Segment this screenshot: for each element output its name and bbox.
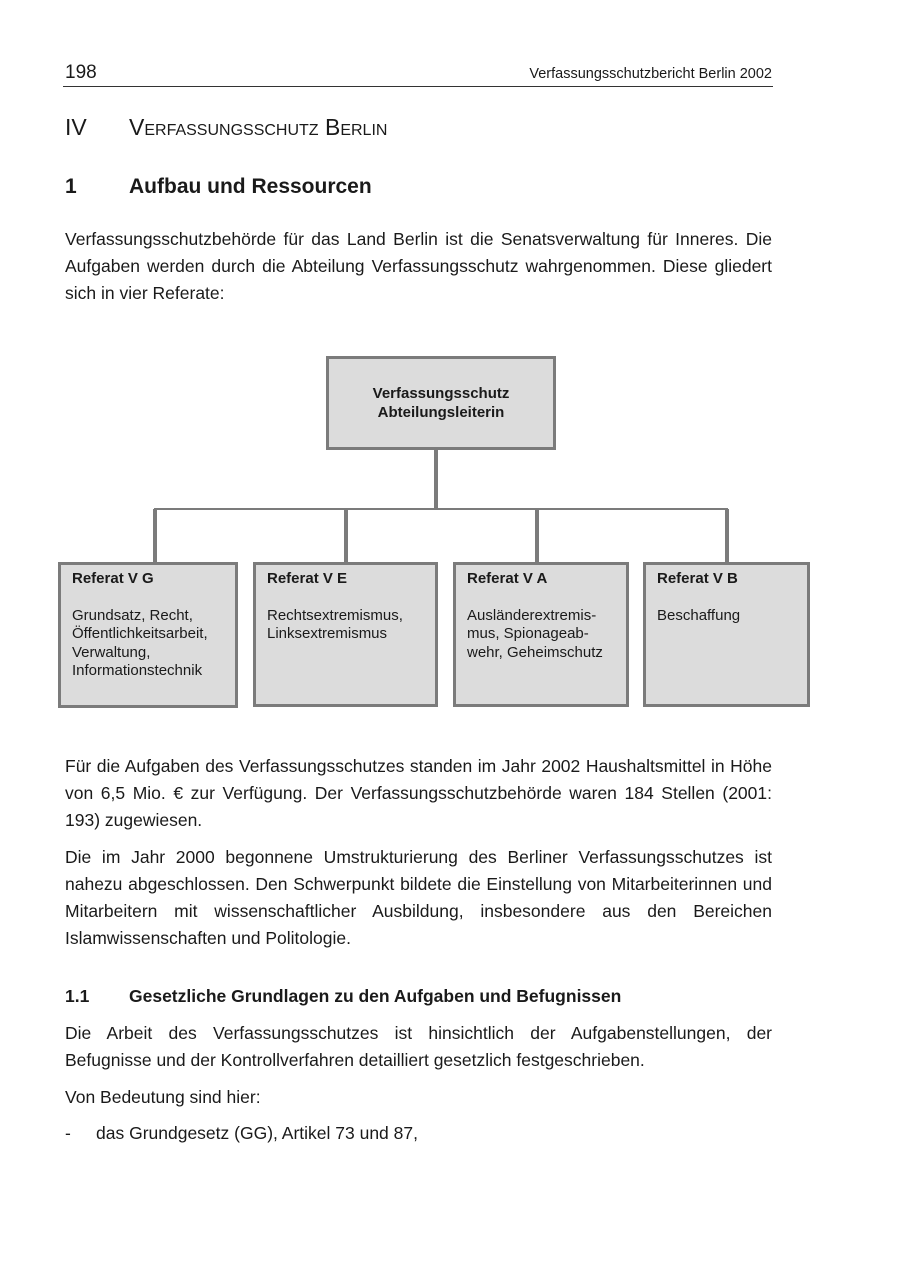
intro-paragraph: Verfassungsschutzbehörde für das Land Berlin ist die Senatsverwaltung für Inneres. Die Aufgaben werden durch die Abteilung Verfassungsschutz wahrgenommen. Diese gliedert sich in vier Referate: xyxy=(65,229,772,303)
header-divider xyxy=(63,86,773,87)
subsection-title: Gesetzliche Grundlagen zu den Aufgaben und Befugnissen xyxy=(129,986,622,1006)
list-item: das Grundgesetz (GG), Artikel 73 und 87, xyxy=(96,1123,418,1143)
chapter-number: IV xyxy=(65,114,87,140)
referat-description: Rechtsextremismus, Linksextremismus xyxy=(267,606,403,642)
org-box-referat-va xyxy=(453,562,629,707)
restructuring-paragraph: Die im Jahr 2000 begonnene Umstrukturierung des Berliner Verfassungsschutzes ist nahezu abgeschlossen. Den Schwerpunkt bildete die Einstellung von Mitarbeiterinnen und Mitarbeitern mit wissenschaftlicher Ausbildung, insbesondere aus den Bereichen Islamwissenschaften und Politologie. xyxy=(65,847,772,948)
org-connector-ve xyxy=(344,509,348,563)
referat-title: Referat V E xyxy=(267,570,348,587)
org-box-head xyxy=(326,356,556,450)
org-box-referat-vg xyxy=(58,562,238,708)
chapter-heading xyxy=(65,114,387,141)
org-connector-vb xyxy=(725,509,729,563)
list-marker: - xyxy=(65,1123,71,1143)
referat-title: Referat V B xyxy=(657,570,738,587)
referat-description: Grundsatz, Recht, Öffentlichkeitsarbeit, Verwaltung, Informationstechnik xyxy=(72,606,208,679)
org-box-referat-ve xyxy=(253,562,438,707)
org-box-referat-vb xyxy=(643,562,810,707)
referat-description: Beschaffung xyxy=(657,606,741,624)
section-number: 1 xyxy=(65,175,77,198)
org-connector-va xyxy=(535,509,539,563)
subsection-number: 1.1 xyxy=(65,986,90,1006)
budget-paragraph: Für die Aufgaben des Verfassungsschutzes standen im Jahr 2002 Haushaltsmittel in Höhe von 6,5 Mio. € zur Verfügung. Der Verfassungsschutzbehörde waren 184 Stellen (2001: 193) zugewiesen. xyxy=(65,756,772,830)
page-number: 198 xyxy=(65,62,97,83)
org-head-line2: Abteilungsleiterin xyxy=(377,403,505,421)
org-connector-vertical xyxy=(434,450,438,509)
org-connector-vg xyxy=(153,509,157,563)
referat-title: Referat V G xyxy=(72,570,154,587)
section-title: Aufbau und Ressourcen xyxy=(129,175,372,198)
chapter-title: Verfassungsschutz Berlin xyxy=(129,114,388,140)
legal-paragraph: Die Arbeit des Verfassungsschutzes ist hinsichtlich der Aufgabenstellungen, der Befugnisse und der Kontrollverfahren detailliert gesetzlich festgeschrieben. xyxy=(65,1023,772,1070)
org-head-line1: Verfassungsschutz xyxy=(372,385,510,402)
section-heading xyxy=(65,175,372,199)
importance-paragraph: Von Bedeutung sind hier: xyxy=(65,1087,261,1107)
referat-description: Ausländerextremismus, Spionageabwehr, Geheimschutz xyxy=(467,606,603,661)
org-connector-horizontal xyxy=(154,508,728,510)
subsection-heading xyxy=(65,986,621,1007)
referat-title: Referat V A xyxy=(467,570,548,587)
running-title: Verfassungsschutzbericht Berlin 2002 xyxy=(529,66,772,82)
